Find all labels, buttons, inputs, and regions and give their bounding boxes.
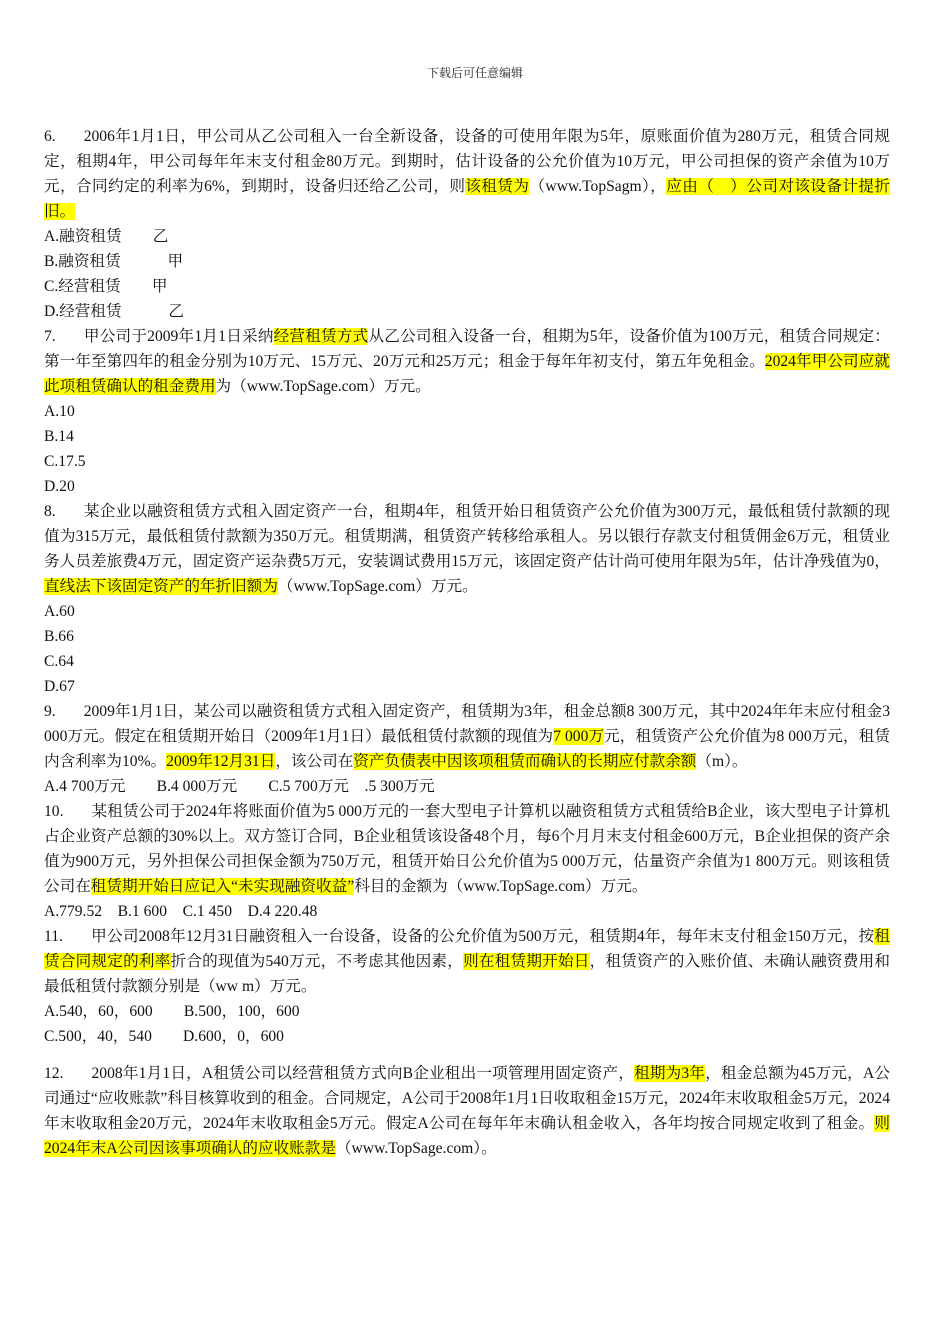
question-segment: （m）。 — [696, 753, 748, 770]
answer-option: A.融资租赁 乙 — [44, 228, 169, 245]
highlighted-text: 直线法下该固定资产的年折旧额为 — [44, 578, 278, 595]
question-segment: ，租赁资产的入账价值、未确认融资费用和最低租赁付款额分别是（ww m）万元。 — [44, 953, 890, 995]
answer-option: C.17.5 — [44, 453, 86, 470]
highlighted-text: 该租赁为 — [465, 178, 530, 195]
question-number: 10. — [44, 803, 64, 820]
question-segment: ，租金总额为45万元，A公司通过“应收账款”科目核算收到的租金。合同规定，A公司于2008年1月1日收取租金15万元，2024年末收取租金5万元，2024年末收取租金20万元，2024年末收取租金5万元。假定A公司在每年年末确认租金收入，各年均按合同规定收到了租金。 — [44, 1065, 890, 1132]
question-number: 6. — [44, 128, 56, 145]
question-segment: 2009年1月1日，某公司以融资租赁方式租入固定资产，租赁期为3年，租金总额8 300万元，其中2024年年末应付租金3 000万元。假定在租赁期开始日（2009年1月1日）最低租赁付款额的现值为 — [44, 703, 890, 745]
question-number: 9. — [44, 703, 56, 720]
highlighted-text: 租赁期开始日应记入“未实现融资收益” — [90, 878, 355, 895]
question-text — [44, 499, 890, 599]
highlighted-text: 2009年12月31日 — [166, 753, 276, 770]
question-segment: 2008年1月1日，A租赁公司以经营租赁方式向B企业租出一项管理用固定资产， — [91, 1065, 635, 1082]
answer-option: D.经营租赁 乙 — [44, 303, 184, 320]
highlighted-text: 租赁合同规定的利率 — [44, 928, 890, 970]
highlighted-text: 应由（ ）公司对该设备计提折旧。 — [44, 178, 890, 220]
page-header: 下载后可任意编辑 — [426, 66, 523, 80]
section-gap — [44, 1049, 890, 1061]
answer-option: C.64 — [44, 653, 74, 670]
question-text — [44, 124, 890, 224]
question-list — [44, 124, 890, 1161]
question-segment: 某企业以融资租赁方式租入固定资产一台，租期4年，租赁开始日租赁资产公允价值为300万元，最低租赁付款额的现值为315万元，最低租赁付款额为350万元。租赁期满，租赁资产转移给承租人。另以银行存款支付租赁佣金6万元，租赁业务人员差旅费4万元，固定资产运杂费5万元，安装调试费用15万元，该固定资产估计尚可使用年限为5年，估计净残值为0， — [44, 503, 890, 570]
question-number: 11. — [44, 928, 63, 945]
question-text — [44, 799, 890, 899]
answer-option: C.500，40，540 D.600，0，600 — [44, 1028, 284, 1045]
answer-option: D.67 — [44, 678, 75, 695]
question-segment: （www.TopSage.com）万元。 — [277, 578, 478, 595]
question-segment: 折合的现值为540万元，不考虑其他因素， — [170, 953, 464, 970]
question-number: 12. — [44, 1065, 64, 1082]
question-segment: 从乙公司租入设备一台，租期为5年，设备价值为100万元，租赁合同规定：第一年至第四年的租金分别为10万元、15万元、20万元和25万元；租金于每年年初支付，第五年免租金。 — [44, 328, 890, 370]
highlighted-text: 经营租赁方式 — [273, 328, 369, 345]
highlighted-text: 资产负债表中因该项租赁而确认的长期应付款余额 — [353, 753, 697, 770]
highlighted-text: 则在租赁期开始日 — [463, 953, 590, 970]
highlighted-text: 7 000万 — [553, 728, 605, 745]
highlighted-text: 2024年甲公司应就此项租赁确认的租金费用 — [44, 353, 890, 395]
question-segment: 元，租赁资产公允价值为8 000万元，租赁内含利率为10%。 — [44, 728, 890, 770]
answer-option: A.4 700万元 B.4 000万元 C.5 700万元 .5 300万元 — [44, 778, 435, 795]
question-segment: 某租赁公司于2024年将账面价值为5 000万元的一套大型电子计算机以融资租赁方式租赁给B企业，该大型电子计算机占企业资产总额的30%以上。双方签订合同，B企业租赁该设备48个月，每6个月月末支付租金600万元，B企业担保的资产余值为900万元，另外担保公司担保金额为750万元，租赁开始日公允价值为5 000万元，估量资产余值为1 800万元。则该租赁公司在 — [44, 803, 890, 895]
answer-option: B.14 — [44, 428, 74, 445]
answer-option: C.经营租赁 甲 — [44, 278, 168, 295]
question-segment: 甲公司于2009年1月1日采纳 — [83, 328, 274, 345]
question-segment: 甲公司2008年12月31日融资租入一台设备，设备的公允价值为500万元，租赁期4年，每年末支付租金150万元，按 — [90, 928, 875, 945]
answer-option: A.60 — [44, 603, 75, 620]
question-segment: 科目的金额为（www.TopSage.com）万元。 — [354, 878, 648, 895]
question-segment: （www.TopSage.com）。 — [335, 1140, 497, 1157]
highlighted-text: 则2024年末A公司因该事项确认的应收账款是 — [44, 1115, 890, 1157]
question-text — [44, 924, 890, 999]
answer-option: A.10 — [44, 403, 75, 420]
question-segment: ，该公司在 — [275, 753, 354, 770]
answer-option: D.20 — [44, 478, 75, 495]
question-segment: 2006年1月1日，甲公司从乙公司租入一台全新设备，设备的可使用年限为5年，原账面价值为280万元，租赁合同规定，租期4年，甲公司每年年末支付租金80万元。到期时，估计设备的公允价值为10万元，甲公司担保的资产余值为10万元，合同约定的利率为6%，到期时，设备归还给乙公司，则 — [44, 128, 890, 195]
question-text — [44, 699, 890, 774]
answer-option: A.540，60，600 B.500，100，600 — [44, 1003, 300, 1020]
question-text — [44, 324, 890, 399]
answer-option: A.779.52 B.1 600 C.1 450 D.4 220.48 — [44, 903, 318, 920]
question-segment: 为（www.TopSage.com）万元。 — [215, 378, 431, 395]
highlighted-text: 租期为3年 — [634, 1065, 706, 1082]
question-number: 8. — [44, 503, 56, 520]
question-segment: （www.TopSagm）， — [529, 178, 667, 195]
answer-option: B.融资租赁 甲 — [44, 253, 184, 270]
answer-option: B.66 — [44, 628, 74, 645]
question-number: 7. — [44, 328, 56, 345]
question-text — [44, 1061, 890, 1161]
